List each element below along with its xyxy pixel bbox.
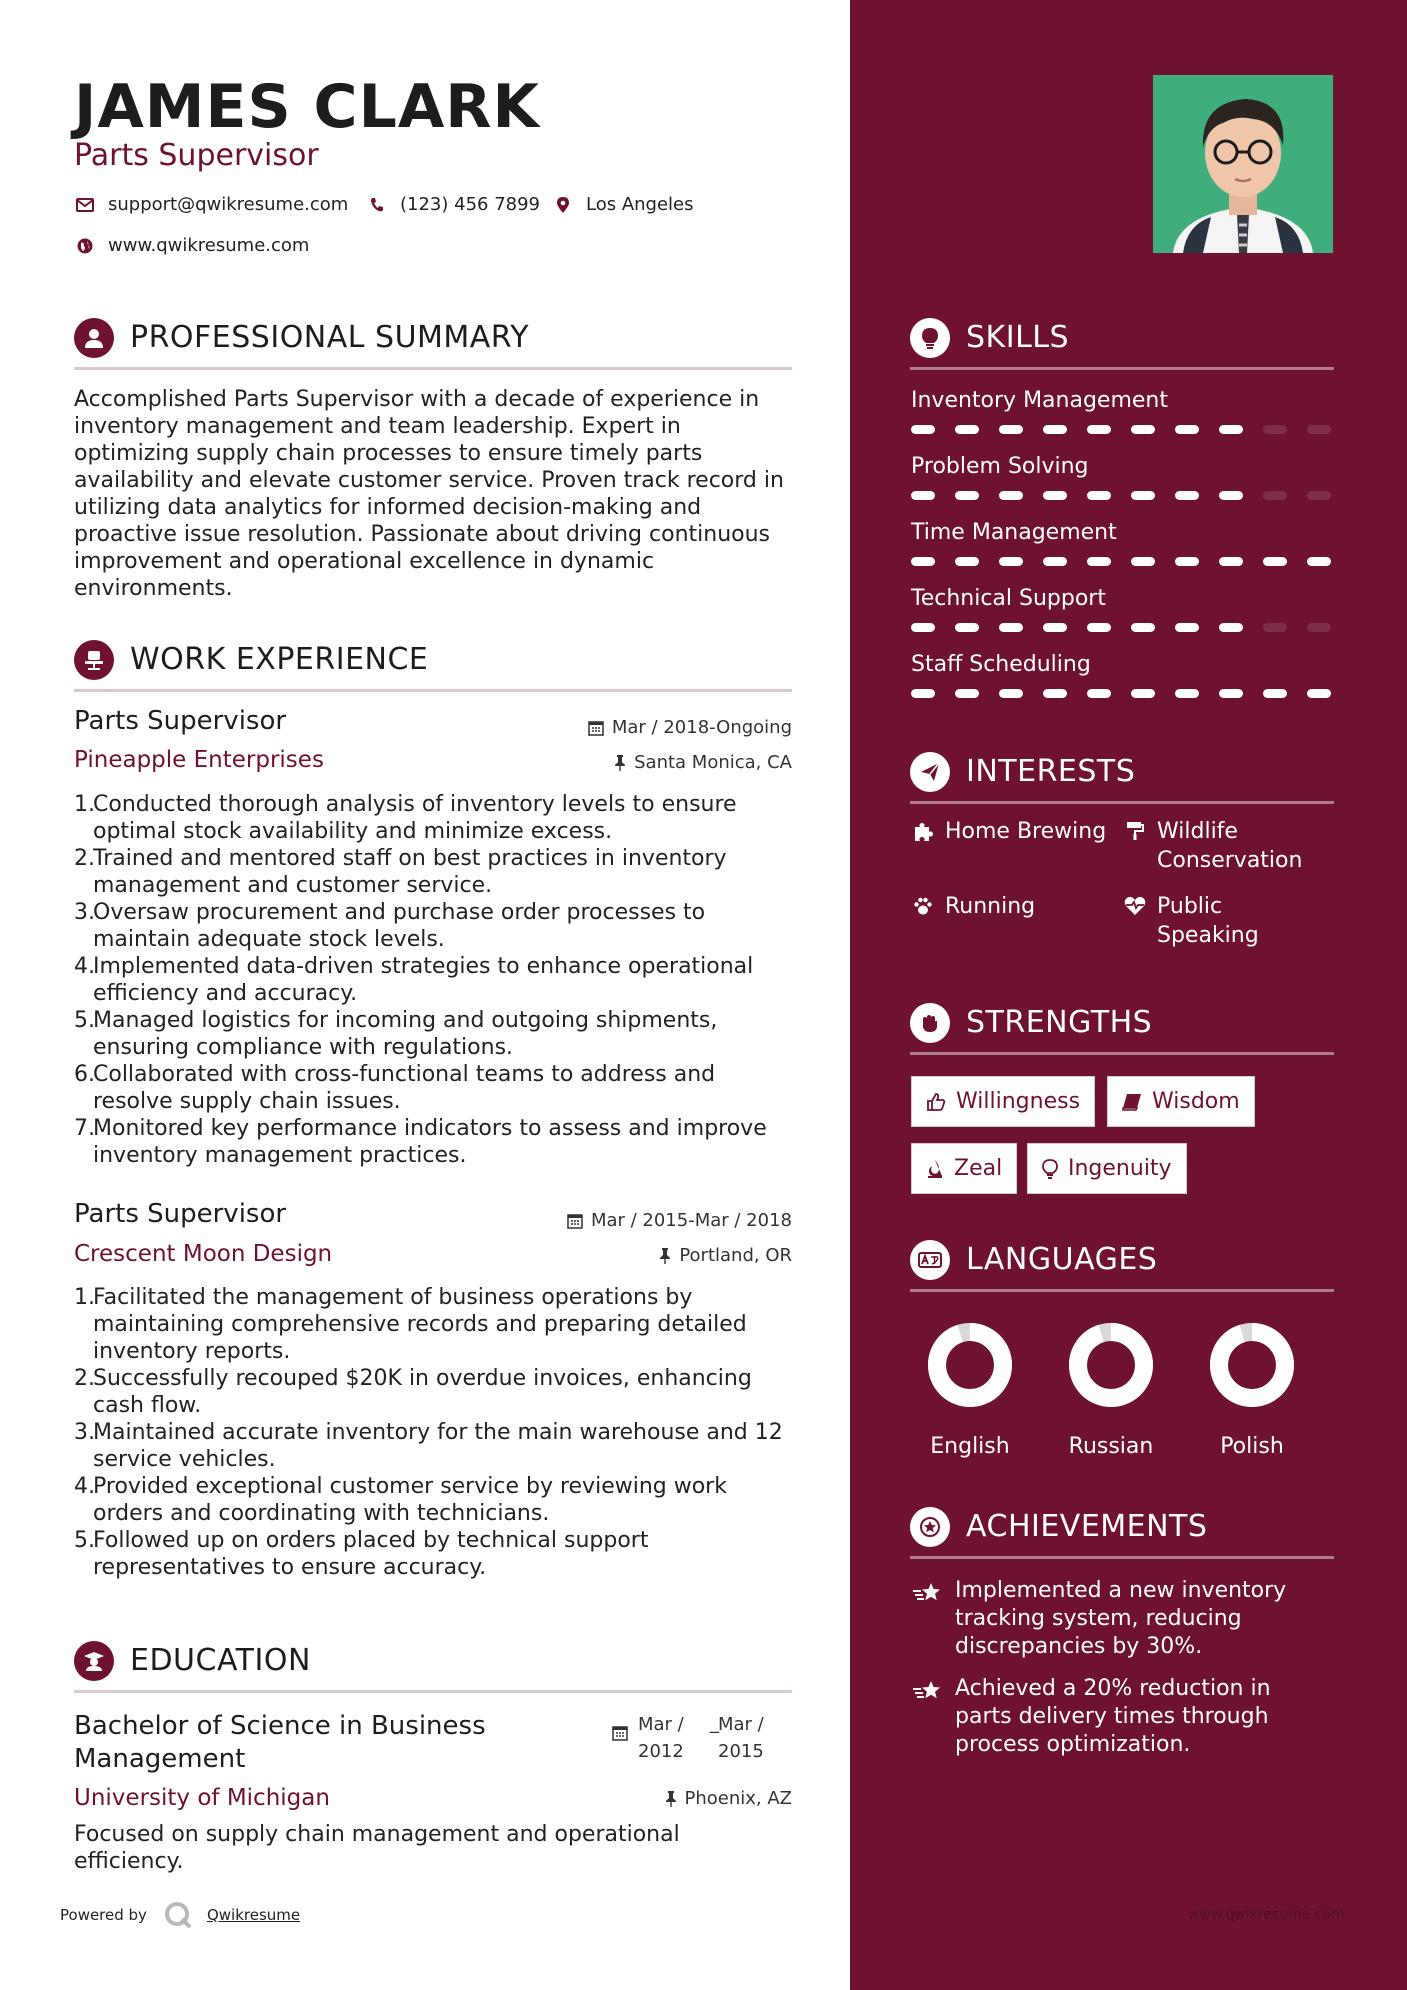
section-title: WORK EXPERIENCE (130, 642, 429, 677)
interest-item: Running (910, 892, 1035, 921)
skill-level-dash (1043, 557, 1067, 566)
skill-level-dash (1307, 491, 1331, 500)
envelope-icon (74, 198, 96, 212)
job-location: Santa Monica, CA (614, 752, 792, 773)
language-proficiency-ring (1202, 1322, 1302, 1408)
email-text: support@qwikresume.com (108, 194, 349, 215)
school-name: University of Michigan (74, 1785, 330, 1811)
phone-icon (366, 197, 388, 213)
list-item: 4. Provided exceptional customer service by reviewing work orders and coordinating with technicians. (74, 1474, 727, 1526)
list-item: 3. Oversaw procurement and purchase order processes to maintain adequate stock levels. (74, 900, 706, 952)
paint-roller-icon (1122, 817, 1148, 875)
paper-plane-icon (910, 752, 950, 792)
skill-level-dash (955, 623, 979, 632)
location-text: Los Angeles (586, 194, 694, 215)
skill-level-dash (1263, 425, 1287, 434)
section-title: PROFESSIONAL SUMMARY (130, 320, 530, 355)
skill-level-dash (955, 689, 979, 698)
language-item (1202, 1322, 1302, 1459)
skill-level-meter (911, 689, 1335, 699)
education-location: Phoenix, AZ (665, 1788, 793, 1809)
map-marker-icon (552, 197, 574, 213)
language-name: Russian (1068, 1434, 1154, 1459)
skill-level-meter (911, 557, 1335, 567)
job-title: Parts Supervisor (74, 1199, 287, 1229)
calendar-icon (567, 1213, 583, 1229)
skill-level-dash (955, 557, 979, 566)
interest-item: Home Brewing (910, 817, 1106, 846)
degree: Bachelor of Science in Business Management (74, 1711, 486, 1774)
skill-level-dash (1263, 557, 1287, 566)
contact-phone[interactable] (366, 194, 540, 215)
section-education-header (74, 1637, 792, 1693)
skill-level-dash (911, 425, 935, 434)
list-item: 3. Maintained accurate inventory for the main warehouse and 12 service vehicles. (74, 1420, 783, 1472)
skill-level-dash (1131, 689, 1155, 698)
fire-icon (926, 1159, 944, 1179)
skill-level-dash (1087, 623, 1111, 632)
skill-level-dash (1263, 689, 1287, 698)
skill-level-dash (1263, 491, 1287, 500)
website-text: www.qwikresume.com (108, 235, 310, 256)
job-dates: Mar / 2015-Mar / 2018 (567, 1210, 792, 1231)
section-title: EDUCATION (130, 1643, 311, 1678)
heartbeat-icon (1122, 892, 1148, 950)
skill-level-dash (1043, 689, 1067, 698)
office-chair-icon (74, 640, 114, 680)
job-company: Pineapple Enterprises (74, 747, 324, 773)
skill-level-dash (1307, 557, 1331, 566)
pushpin-icon (614, 755, 626, 771)
skill-level-dash (1087, 491, 1111, 500)
summary-text: Accomplished Parts Supervisor with a decade of experience in inventory management and team leadership. Expert in optimizing supply chain processes to ensure timely parts availability and elevate customer service. Proven track record in utilizing data analytics for informed decision-making and proactive issue resolution. Passionate about driving continuous improvement and operational excellence in dynamic environments. (74, 387, 784, 601)
language-name: Polish (1220, 1434, 1284, 1459)
language-item (920, 1322, 1020, 1459)
skill-level-dash (911, 557, 935, 566)
date-separator: _ (710, 1713, 719, 1734)
candidate-name: JAMES CLARK (74, 72, 540, 142)
skill-level-dash (911, 623, 935, 632)
section-achievements-header (910, 1503, 1334, 1559)
skill-level-dash (955, 491, 979, 500)
skill-level-dash (1307, 689, 1331, 698)
job-location: Portland, OR (659, 1245, 792, 1266)
candidate-title: Parts Supervisor (74, 138, 319, 173)
qwikresume-logo-icon (163, 1900, 193, 1930)
section-strengths-header (910, 999, 1334, 1055)
list-item: 7. Monitored key performance indicators to assess and improve inventory management practices. (74, 1116, 767, 1168)
section-interests-header (910, 748, 1334, 804)
book-icon (1122, 1093, 1142, 1111)
section-experience-header (74, 636, 792, 692)
list-item: 6. Collaborated with cross-functional teams to address and resolve supply chain issues. (74, 1062, 716, 1114)
skill-level-dash (1043, 425, 1067, 434)
section-summary-header (74, 314, 792, 370)
contact-location (552, 194, 694, 215)
language-proficiency-ring (920, 1322, 1020, 1408)
skill-level-dash (1175, 425, 1199, 434)
list-item: 5. Managed logistics for incoming and outgoing shipments, ensuring compliance with regulations. (74, 1008, 718, 1060)
language-item (1061, 1322, 1161, 1459)
thumbs-up-icon (926, 1092, 946, 1112)
strength-chip: Wisdom (1107, 1076, 1255, 1127)
lightbulb-icon (910, 318, 950, 358)
skill-name: Technical Support (911, 586, 1106, 611)
contact-email[interactable] (74, 194, 348, 215)
skill-level-dash (1175, 491, 1199, 500)
skill-level-dash (999, 425, 1023, 434)
skill-level-meter (911, 623, 1335, 633)
skill-level-dash (999, 557, 1023, 566)
section-languages-header (910, 1236, 1334, 1292)
user-icon (74, 318, 114, 358)
language-proficiency-ring (1061, 1322, 1161, 1408)
section-skills-header (910, 314, 1334, 370)
skill-level-dash (1131, 623, 1155, 632)
education-start-date: Mar / 2012 (638, 1714, 684, 1762)
paw-icon (910, 892, 936, 921)
job-responsibilities (74, 1284, 794, 1581)
skill-level-dash (1263, 623, 1287, 632)
education-description: Focused on supply chain management and operational efficiency. (74, 1822, 680, 1874)
skill-level-dash (1219, 425, 1243, 434)
strength-chip: Willingness (911, 1076, 1095, 1127)
skill-name: Problem Solving (911, 454, 1089, 479)
skill-level-dash (1175, 689, 1199, 698)
interest-item: Wildlife Conservation (1122, 817, 1302, 875)
language-icon (910, 1240, 950, 1280)
section-title: ACHIEVEMENTS (966, 1509, 1208, 1544)
achievement-item: Achieved a 20% reduction in parts delivery times through process optimization. (911, 1675, 1331, 1759)
skill-level-dash (1131, 557, 1155, 566)
skill-level-dash (1087, 557, 1111, 566)
job-dates: Mar / 2018-Ongoing (588, 717, 792, 738)
list-item: 1. Facilitated the management of business operations by maintaining comprehensive records and preparing detailed inventory reports. (74, 1285, 747, 1364)
star-badge-icon (910, 1507, 950, 1547)
skill-name: Inventory Management (911, 388, 1168, 413)
skill-level-dash (1131, 491, 1155, 500)
calendar-icon (612, 1725, 628, 1745)
skill-level-dash (1219, 623, 1243, 632)
skill-level-dash (1307, 425, 1331, 434)
section-title: LANGUAGES (966, 1242, 1158, 1277)
strength-chip: Zeal (911, 1143, 1017, 1194)
globe-icon (74, 238, 96, 254)
section-title: INTERESTS (966, 754, 1136, 789)
skill-level-meter (911, 491, 1335, 501)
footer-url: www.qwikresume.com (1188, 1907, 1345, 1923)
job-responsibilities (74, 791, 794, 1169)
calendar-icon (588, 720, 604, 736)
skill-level-dash (999, 623, 1023, 632)
ring-fill (1219, 1332, 1285, 1398)
language-name: English (930, 1434, 1010, 1459)
profile-photo (1153, 75, 1333, 253)
section-title: SKILLS (966, 320, 1070, 355)
skill-level-dash (1087, 425, 1111, 434)
skill-level-dash (911, 491, 935, 500)
education-end-date: Mar / 2015 (718, 1714, 764, 1762)
section-title: STRENGTHS (966, 1005, 1153, 1040)
list-item: 1. Conducted thorough analysis of inventory levels to ensure optimal stock availability and minimize excess. (74, 792, 737, 844)
skill-level-dash (1043, 623, 1067, 632)
pushpin-icon (665, 1791, 677, 1807)
skill-level-dash (911, 689, 935, 698)
skill-level-dash (1307, 623, 1331, 632)
powered-by-text: Powered by (60, 1906, 147, 1924)
graduate-icon (74, 1641, 114, 1681)
strength-chip: Ingenuity (1027, 1143, 1187, 1194)
job-company: Crescent Moon Design (74, 1241, 333, 1267)
ring-fill (1078, 1332, 1144, 1398)
phone-text: (123) 456 7899 (400, 194, 541, 215)
contact-website[interactable] (74, 235, 309, 256)
list-item: 4. Implemented data-driven strategies to enhance operational efficiency and accuracy. (74, 954, 754, 1006)
list-item: 2. Successfully recouped $20K in overdue invoices, enhancing cash flow. (74, 1366, 752, 1418)
skill-level-dash (999, 689, 1023, 698)
shooting-star-icon (911, 1675, 945, 1759)
skill-level-dash (1219, 557, 1243, 566)
skill-level-dash (1087, 689, 1111, 698)
skill-level-meter (911, 425, 1335, 435)
achievement-item: Implemented a new inventory tracking system, reducing discrepancies by 30%. (911, 1577, 1331, 1661)
skill-level-dash (1175, 623, 1199, 632)
skill-level-dash (955, 425, 979, 434)
skill-name: Time Management (911, 520, 1117, 545)
shooting-star-icon (911, 1577, 945, 1661)
skill-level-dash (999, 491, 1023, 500)
lightbulb-icon (1042, 1159, 1058, 1179)
brand-link[interactable]: Qwikresume (206, 1906, 301, 1924)
skill-level-dash (1131, 425, 1155, 434)
raised-fist-icon (910, 1003, 950, 1043)
interest-item: Public Speaking (1122, 892, 1259, 950)
skill-name: Staff Scheduling (911, 652, 1091, 677)
footer-branding[interactable] (60, 1900, 300, 1930)
skill-level-dash (1043, 491, 1067, 500)
skill-level-dash (1219, 689, 1243, 698)
job-title: Parts Supervisor (74, 706, 287, 736)
list-item: 2. Trained and mentored staff on best practices in inventory management and customer service. (74, 846, 727, 898)
puzzle-icon (910, 817, 936, 846)
skill-level-dash (1219, 491, 1243, 500)
ring-fill (937, 1332, 1003, 1398)
list-item: 5. Followed up on orders placed by technical support representatives to ensure accuracy. (74, 1528, 649, 1580)
pushpin-icon (659, 1248, 671, 1264)
skill-level-dash (1175, 557, 1199, 566)
